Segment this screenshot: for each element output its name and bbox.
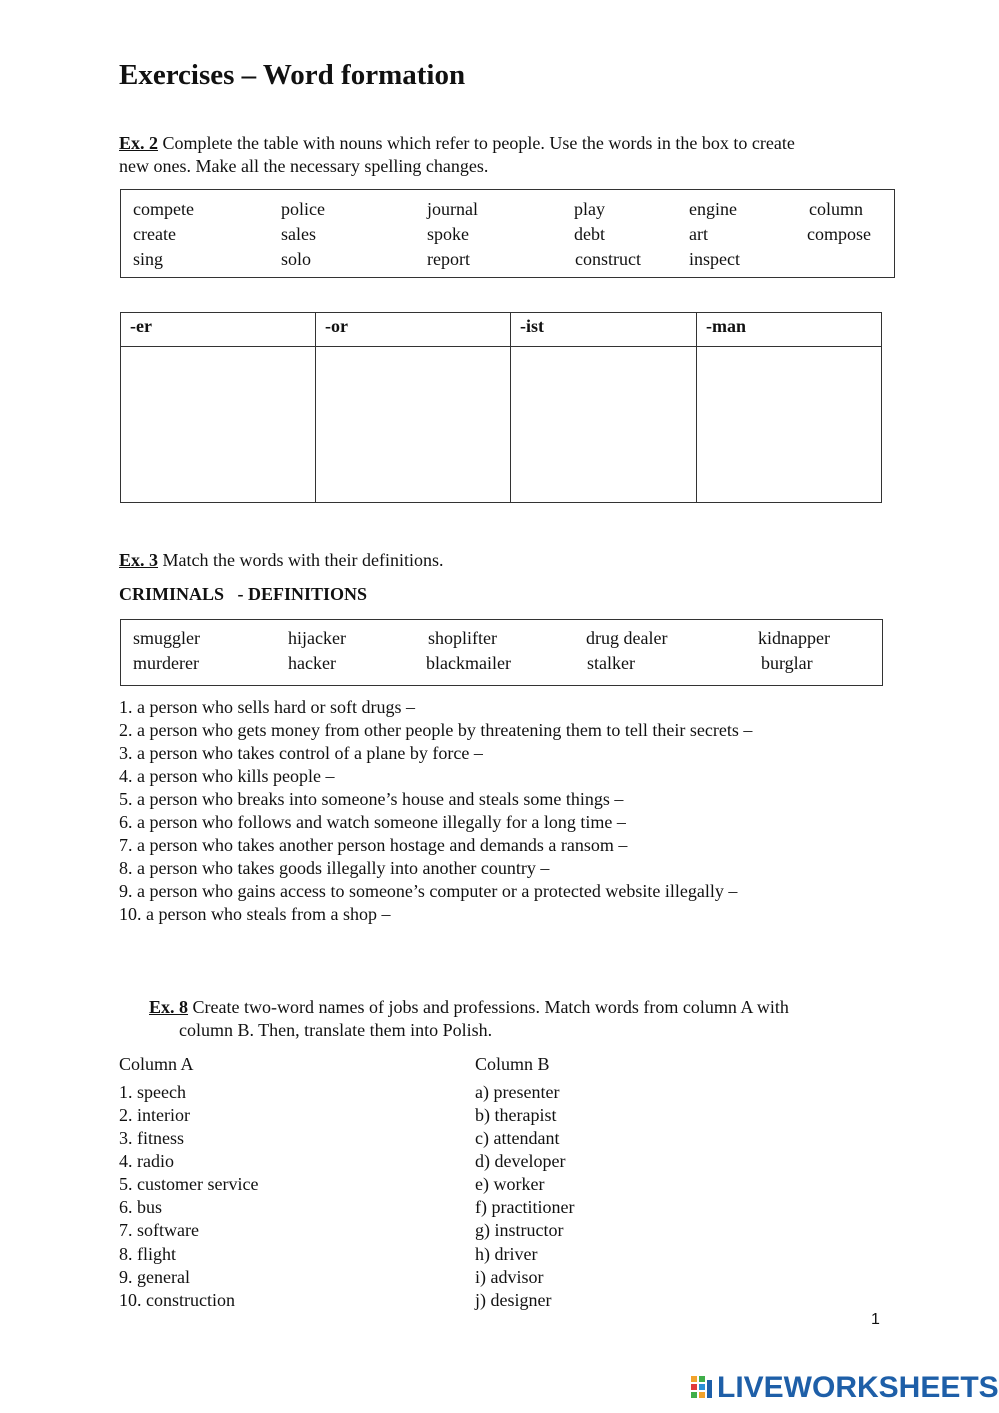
word-box-item: column bbox=[809, 199, 863, 219]
answer-cell-ist[interactable] bbox=[511, 347, 697, 503]
column-a-item: 4. radio bbox=[119, 1151, 174, 1171]
column-b-title: Column B bbox=[475, 1054, 550, 1074]
suffix-header-er: -er bbox=[121, 313, 316, 347]
word-box-item: police bbox=[281, 199, 325, 219]
ex8-label: Ex. 8 bbox=[149, 997, 189, 1017]
definition-item: 1. a person who sells hard or soft drugs – bbox=[119, 697, 415, 717]
column-b-item: i) advisor bbox=[475, 1267, 544, 1287]
word-box-item: compose bbox=[807, 224, 871, 244]
answer-cell-er[interactable] bbox=[121, 347, 316, 503]
word-box-item: compete bbox=[133, 199, 194, 219]
answer-cell-man[interactable] bbox=[697, 347, 882, 503]
word-box-item: debt bbox=[574, 224, 605, 244]
ex3-instruction-text: Match the words with their definitions. bbox=[158, 550, 444, 570]
suffix-header-man: -man bbox=[697, 313, 882, 347]
word-box-item: engine bbox=[689, 199, 737, 219]
column-a-item: 9. general bbox=[119, 1267, 190, 1287]
suffix-header-ist: -ist bbox=[511, 313, 697, 347]
word-box-item: drug dealer bbox=[586, 628, 668, 648]
ex8-instruction-line2: column B. Then, translate them into Polish. bbox=[179, 1020, 493, 1040]
column-a-item: 1. speech bbox=[119, 1082, 186, 1102]
definition-item: 5. a person who breaks into someone’s house and steals some things – bbox=[119, 789, 624, 809]
word-box-item: create bbox=[133, 224, 176, 244]
ex3-subheading: CRIMINALS - DEFINITIONS bbox=[119, 584, 368, 604]
ex3-instruction bbox=[119, 549, 443, 572]
definition-item: 9. a person who gains access to someone’s computer or a protected website illegally – bbox=[119, 881, 738, 901]
column-a-title: Column A bbox=[119, 1054, 194, 1074]
answer-cell-or[interactable] bbox=[316, 347, 511, 503]
ex2-word-box bbox=[120, 189, 895, 278]
ex2-instruction-line1: Complete the table with nouns which refer to people. Use the words in the box to create bbox=[158, 133, 795, 153]
word-box-item: hijacker bbox=[288, 628, 346, 648]
definition-item: 8. a person who takes goods illegally into another country – bbox=[119, 858, 550, 878]
column-b-item: a) presenter bbox=[475, 1082, 560, 1102]
ex2-instruction bbox=[119, 132, 899, 178]
column-a-item: 7. software bbox=[119, 1220, 199, 1240]
word-box-item: sing bbox=[133, 249, 164, 269]
word-box-item: construct bbox=[575, 249, 641, 269]
word-box-item: hacker bbox=[288, 653, 336, 673]
word-box-item: inspect bbox=[689, 249, 740, 269]
column-b-item: g) instructor bbox=[475, 1220, 564, 1240]
liveworksheets-logo[interactable] bbox=[690, 1371, 999, 1405]
definition-item: 6. a person who follows and watch someone illegally for a long time – bbox=[119, 812, 626, 832]
page-title: Exercises – Word formation bbox=[119, 59, 466, 91]
suffix-header-or: -or bbox=[316, 313, 511, 347]
ex8-instruction bbox=[149, 996, 789, 1019]
column-b-item: e) worker bbox=[475, 1174, 545, 1194]
definition-item: 10. a person who steals from a shop – bbox=[119, 904, 391, 924]
word-box-item: kidnapper bbox=[758, 628, 830, 648]
column-a-item: 5. customer service bbox=[119, 1174, 259, 1194]
definition-item: 7. a person who takes another person hostage and demands a ransom – bbox=[119, 835, 628, 855]
word-box-item: play bbox=[574, 199, 605, 219]
definition-item: 3. a person who takes control of a plane by force – bbox=[119, 743, 483, 763]
word-box-item: shoplifter bbox=[428, 628, 497, 648]
word-box-item: journal bbox=[427, 199, 478, 219]
word-box-item: burglar bbox=[761, 653, 813, 673]
column-a-item: 3. fitness bbox=[119, 1128, 184, 1148]
word-box-item: blackmailer bbox=[426, 653, 511, 673]
suffix-table bbox=[120, 312, 882, 503]
column-a-item: 8. flight bbox=[119, 1244, 176, 1264]
column-a-item: 10. construction bbox=[119, 1290, 235, 1310]
definition-item: 2. a person who gets money from other people by threatening them to tell their secrets – bbox=[119, 720, 753, 740]
ex3-word-box bbox=[120, 619, 883, 686]
liveworksheets-logo-text: LIVEWORKSHEETS bbox=[717, 1371, 999, 1404]
word-box-item: sales bbox=[281, 224, 316, 244]
word-box-item: stalker bbox=[587, 653, 635, 673]
ex2-label: Ex. 2 bbox=[119, 133, 159, 153]
column-b-item: d) developer bbox=[475, 1151, 566, 1171]
column-a-item: 2. interior bbox=[119, 1105, 190, 1125]
ex8-instruction-line1: Create two-word names of jobs and professions. Match words from column A with bbox=[188, 997, 789, 1017]
column-a-item: 6. bus bbox=[119, 1197, 163, 1217]
column-b-item: b) therapist bbox=[475, 1105, 557, 1125]
word-box-item: spoke bbox=[427, 224, 469, 244]
ex3-label: Ex. 3 bbox=[119, 550, 159, 570]
page-number: 1 bbox=[871, 1311, 880, 1328]
word-box-item: solo bbox=[281, 249, 312, 269]
word-box-item: smuggler bbox=[133, 628, 200, 648]
word-box-item: report bbox=[427, 249, 470, 269]
word-box-item: art bbox=[689, 224, 708, 244]
column-b-item: j) designer bbox=[475, 1290, 552, 1310]
definition-item: 4. a person who kills people – bbox=[119, 766, 335, 786]
liveworksheets-logo-icon bbox=[690, 1374, 714, 1402]
column-b-item: c) attendant bbox=[475, 1128, 560, 1148]
column-b-item: f) practitioner bbox=[475, 1197, 575, 1217]
column-b-item: h) driver bbox=[475, 1244, 538, 1264]
ex2-instruction-line2: new ones. Make all the necessary spelling changes. bbox=[119, 156, 489, 176]
word-box-item: murderer bbox=[133, 653, 199, 673]
